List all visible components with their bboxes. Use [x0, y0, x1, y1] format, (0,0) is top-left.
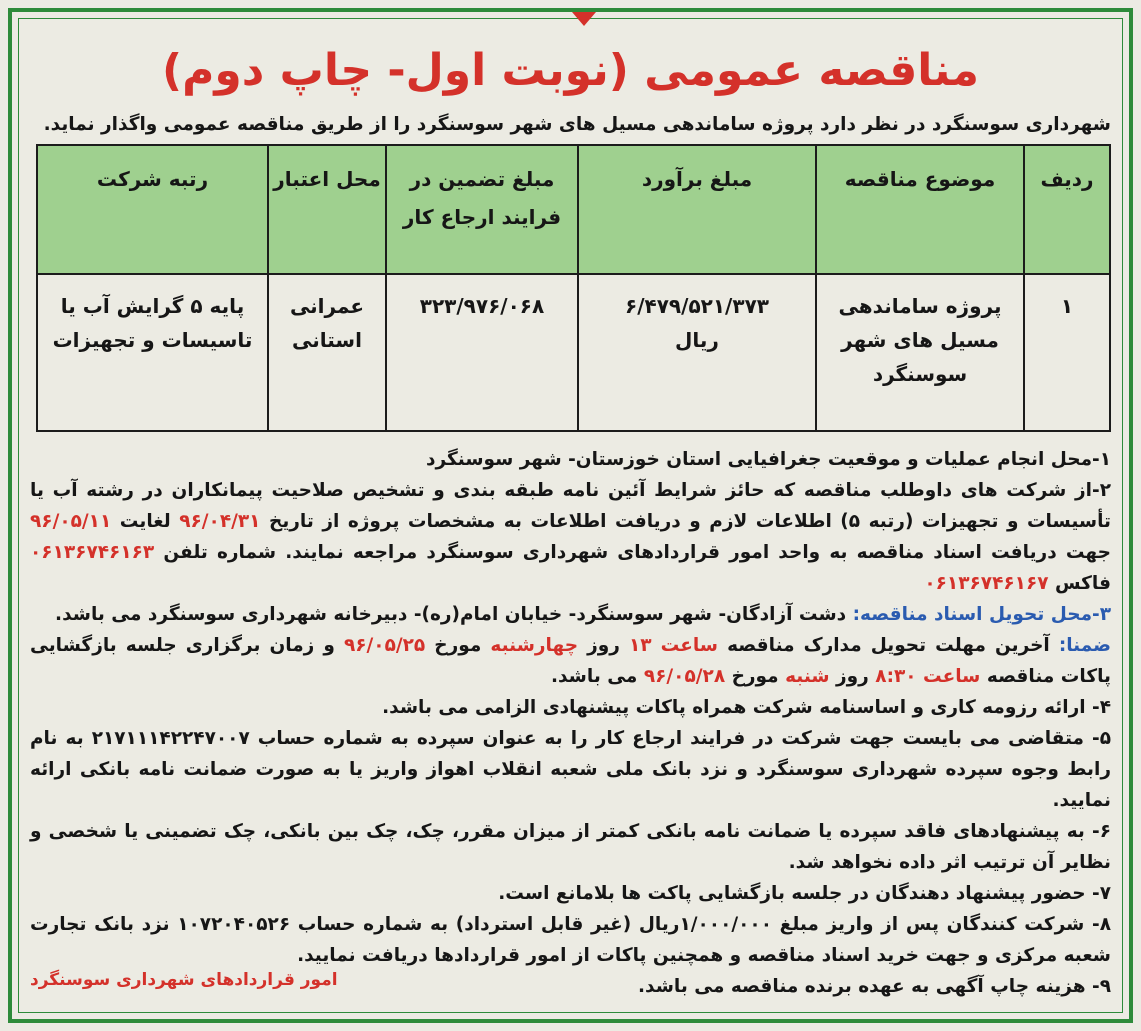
note-date-1: ۹۶/۰۵/۲۵	[343, 635, 426, 656]
note-text-f: مورخ	[731, 666, 779, 687]
item-2-text-a: ۲-از شرکت های داوطلب مناقصه که حائز شرایط آئین نامه طبقه بندی و تشخیص صلاحیت پیمانکاران در رشته آب یا تأسیسات و تجهیزات (رتبه ۵) اطلاعات لازم و دریافت اطلاعات به مشخصات پروژه از تاریخ	[30, 480, 1111, 532]
note-text-b: روز	[587, 635, 620, 656]
item-1: ۱-محل انجام عملیات و موقعیت جغرافیایی استان خوزستان- شهر سوسنگرد	[426, 449, 1111, 470]
note-text-c: مورخ	[434, 635, 482, 656]
note-time-2: ساعت ۸:۳۰	[875, 666, 981, 687]
tender-table	[36, 144, 1111, 432]
note-text-a: آخرین مهلت تحویل مدارک مناقصه	[727, 635, 1050, 656]
cell-rank: پایه ۵ گرایش آب یا تاسیسات و تجهیزات	[37, 274, 268, 431]
note-day-1: چهارشنبه	[490, 635, 579, 656]
note-label: ضمنا:	[1058, 635, 1112, 656]
estimate-amount: ۶/۴۷۹/۵۲۱/۳۷۳	[625, 294, 769, 318]
header-credit: محل اعتبار	[268, 145, 386, 274]
note	[30, 630, 1111, 692]
cell-guarantee: ۳۲۳/۹۷۶/۰۶۸	[386, 274, 578, 431]
header-estimate: مبلغ برآورد	[578, 145, 816, 274]
note-date-2: ۹۶/۰۵/۲۸	[643, 666, 726, 687]
item-2-date-from: ۹۶/۰۴/۳۱	[179, 511, 261, 532]
cell-estimate	[578, 274, 816, 431]
estimate-unit: ریال	[675, 328, 719, 352]
header-rank: رتبه شرکت	[37, 145, 268, 274]
item-4: ۴- ارائه رزومه کاری و اساسنامه شرکت همراه پاکات پیشنهادی الزامی می باشد.	[382, 697, 1111, 718]
header-subject: موضوع مناقصه	[816, 145, 1024, 274]
item-5: ۵- متقاضی می بایست جهت شرکت در فرایند ارجاع کار را به عنوان سپرده به شماره حساب ۲۱۷۱۱۱۴۲۲۴۷۰۰۷ به نام رابط وجوه سپرده شهرداری سوسنگرد و نزد بانک ملی شعبه انقلاب اهواز واریز یا به صورت ضمانت نامه بانکی ارائه نمایید.	[30, 728, 1111, 811]
notice-title: مناقصه عمومی (نوبت اول- چاپ دوم)	[162, 45, 979, 96]
item-2-date-to: ۹۶/۰۵/۱۱	[30, 511, 112, 532]
item-6: ۶- به پیشنهادهای فاقد سپرده یا ضمانت نامه بانکی کمتر از میزان مقرر، چک، چک بین بانکی، چک تضمینی یا شخصی و نظایر آن ترتیب اثر داده نخواهد شد.	[30, 821, 1111, 873]
item-7: ۷- حضور پیشنهاد دهندگان در جلسه بازگشایی پاکت ها بلامانع است.	[498, 883, 1111, 904]
table-row	[37, 274, 1110, 431]
table-header-row	[37, 145, 1110, 274]
item-3-label: ۳-محل تحویل اسناد مناقصه:	[852, 604, 1111, 625]
item-2-text-b: لغایت	[119, 511, 171, 532]
note-text-g: می باشد.	[550, 666, 638, 687]
note-text-d: و زمان برگزاری جلسه بازگشایی پاکات مناقصه	[30, 635, 1111, 687]
triangle-marker-icon	[572, 12, 596, 26]
notice-document	[30, 40, 1111, 1002]
item-2-fax: ۰۶۱۳۶۷۴۶۱۶۷	[924, 573, 1049, 594]
item-8: ۸- شرکت کنندگان پس از واریز مبلغ ۱/۰۰۰/۰۰۰ریال (غیر قابل استرداد) به شماره حساب ۱۰۷۲۰۴۰۵۲۶ نزد بانک تجارت شعبه مرکزی و جهت خرید اسناد مناقصه و همچنین پاکات از امور قراردادها دریافت نمایید.	[30, 914, 1111, 966]
note-text-e: روز	[836, 666, 869, 687]
cell-credit: عمرانی استانی	[268, 274, 386, 431]
item-2	[30, 475, 1111, 599]
header-guarantee: مبلغ تضمین در فرایند ارجاع کار	[386, 145, 578, 274]
item-3	[30, 599, 1111, 630]
cell-subject: پروژه ساماندهی مسیل های شهر سوسنگرد	[816, 274, 1024, 431]
header-row-no: ردیف	[1024, 145, 1110, 274]
cell-row-no: ۱	[1024, 274, 1110, 431]
note-time-1: ساعت ۱۳	[628, 635, 718, 656]
item-9: ۹- هزینه چاپ آگهی به عهده برنده مناقصه می باشد.	[637, 976, 1111, 997]
signature: امور قراردادهای شهرداری سوسنگرد	[30, 970, 338, 990]
item-2-phone: ۰۶۱۳۶۷۴۶۱۶۳	[30, 542, 155, 563]
conditions-list	[30, 444, 1111, 1002]
item-2-text-c: جهت دریافت اسناد مناقصه به واحد امور قراردادهای شهرداری سوسنگرد مراجعه نمایند. شماره تلفن	[163, 542, 1111, 563]
item-3-text: دشت آزادگان- شهر سوسنگرد- خیابان امام(ره)- دبیرخانه شهرداری سوسنگرد می باشد.	[55, 604, 847, 625]
note-day-2: شنبه	[785, 666, 830, 687]
notice-intro: شهرداری سوسنگرد در نظر دارد پروژه ساماندهی مسیل های شهر سوسنگرد را از طریق مناقصه عمومی واگذار نماید.	[43, 114, 1111, 135]
item-2-fax-label: فاکس	[1055, 573, 1111, 594]
